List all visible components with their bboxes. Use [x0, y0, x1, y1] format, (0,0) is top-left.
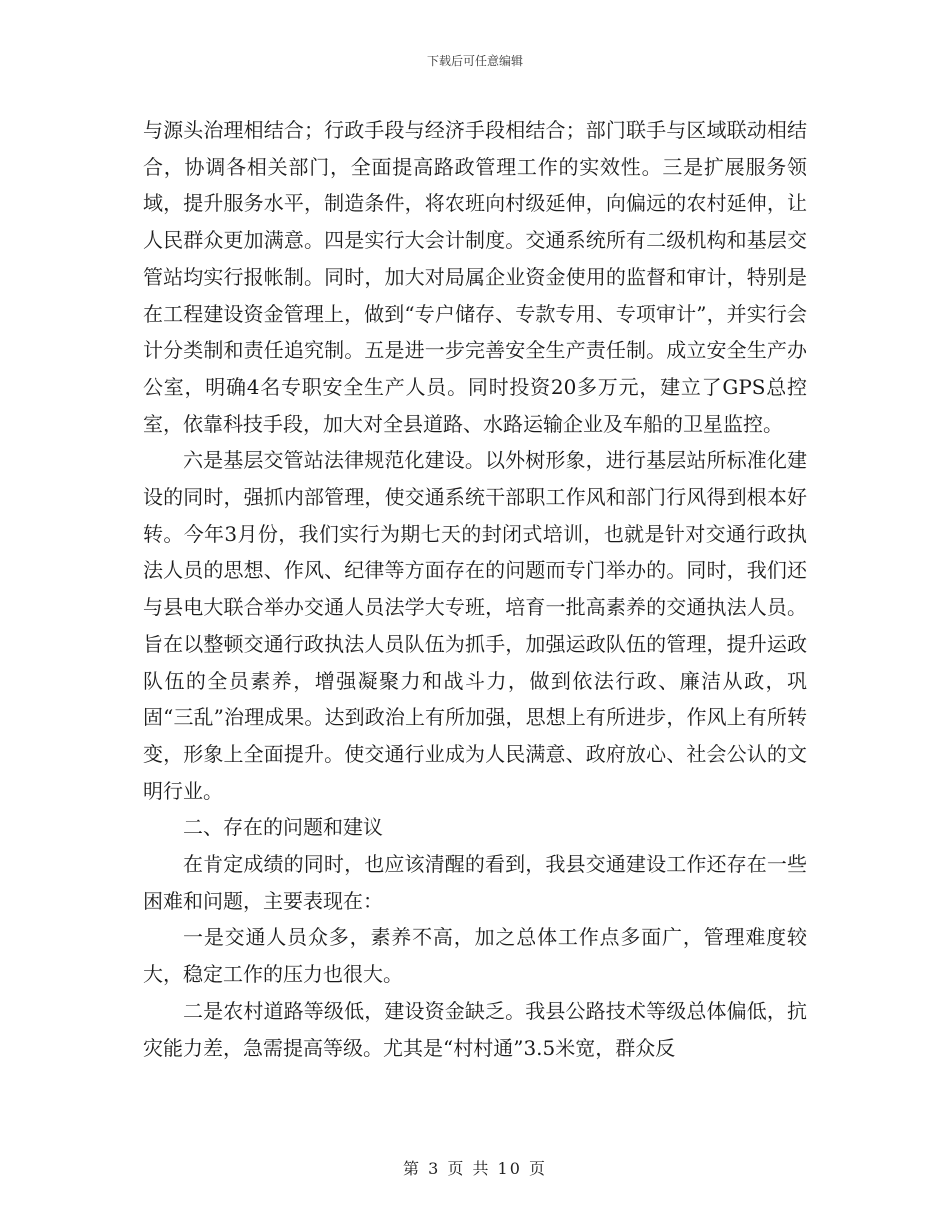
- paragraph-intro-problems: 在肯定成绩的同时，也应该清醒的看到，我县交通建设工作还存在一些困难和问题，主要表现在：: [143, 852, 807, 913]
- paragraph-problem-two: 二是农村道路等级低，建设资金缺乏。我县公路技术等级总体偏低，抗灾能力差，急需提高等级。尤其是“村村通”3.5米宽，群众反: [143, 998, 807, 1060]
- section-heading-problems: 二、存在的问题和建议: [183, 815, 383, 840]
- paragraph-continued: 与源头治理相结合；行政手段与经济手段相结合；部门联手与区域联动相结合，协调各相关部门，全面提高路政管理工作的实效性。三是扩展服务领域，提升服务水平，制造条件，将农班向村级延伸，向偏远的农村延伸，让人民群众更加满意。四是实行大会计制度。交通系统所有二级机构和基层交管站均实行报帐制。同时，加大对局属企业资金使用的监督和审计，特别是在工程建设资金管理上，做到“专户储存、专款专用、专项审计”，并实行会计分类制和责任追究制。五是进一步完善安全生产责任制。成立安全生产办公室，明确4名专职安全生产人员。同时投资20多万元，建立了GPS总控室，依靠科技手段，加大对全县道路、水路运输企业及车船的卫星监控。: [143, 118, 807, 436]
- paragraph-problem-one: 一是交通人员众多，素养不高，加之总体工作点多面广，管理难度较大，稳定工作的压力也很大。: [143, 925, 807, 987]
- page-header: 下载后可任意编辑: [426, 54, 523, 68]
- document-body: [143, 112, 807, 1066]
- page-footer: 第 3 页 共 10 页: [403, 1159, 547, 1178]
- paragraph-item-six: 六是基层交管站法律规范化建设。以外树形象，进行基层站所标准化建设的同时，强抓内部管理，使交通系统干部职工作风和部门行风得到根本好转。今年3月份，我们实行为期七天的封闭式培训，也就是针对交通行政执法人员的思想、作风、纪律等方面存在的问题而专门举办的。同时，我们还与县电大联合举办交通人员法学大专班，培育一批高素养的交通执法人员。旨在以整顿交通行政执法人员队伍为抓手，加强运政队伍的管理，提升运政队伍的全员素养，增强凝聚力和战斗力，做到依法行政、廉洁从政，巩固“三乱”治理成果。达到政治上有所加强，思想上有所进步，作风上有所转变，形象上全面提升。使交通行业成为人民满意、政府放心、社会公认的文明行业。: [143, 448, 807, 803]
